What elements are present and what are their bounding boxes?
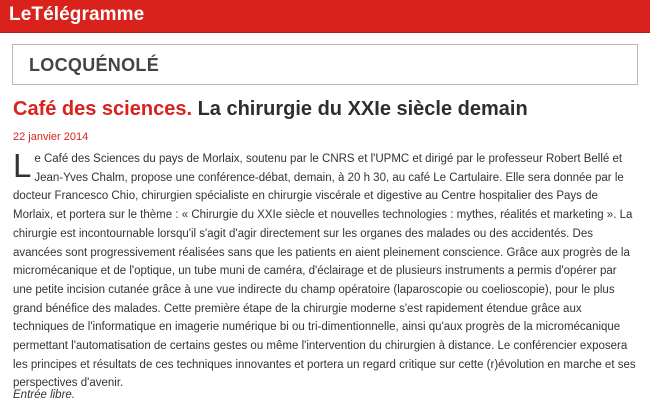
- article-footer-note: Entrée libre.: [13, 389, 76, 401]
- article-headline: [13, 98, 528, 121]
- section-header: [12, 44, 638, 85]
- masthead-bar: [0, 0, 650, 33]
- headline-title: La chirurgie du XXIe siècle demain: [197, 98, 528, 120]
- section-title[interactable]: LOCQUÉNOLÉ: [29, 55, 160, 75]
- brand-logo[interactable]: LeTélégramme: [9, 4, 145, 25]
- article-body: [13, 147, 637, 393]
- drop-cap: L: [13, 147, 32, 184]
- article-date: 22 janvier 2014: [13, 131, 89, 143]
- article-body-text: e Café des Sciences du pays de Morlaix, soutenu par le CNRS et l'UPMC et dirigé par le professeur Robert Bellé et Jean-Yves Chalm, propose une conférence-débat, demain, à 20 h 30, au café Le Cartulaire. Elle sera donnée par le docteur Francesco Chio, chirurgien spécialiste en chirurgie viscérale et digestive au Centre hospitalier des Pays de Morlaix, et portera sur le thème : « Chirurgie du XXIe siècle et nouvelles technologies : mythes, réalités et marketing ». La chirurgie est incontournable lorsqu'il s'agit d'agir directement sur les organes des malades ou des accidentés. Des avancées sont progressivement réalisées sans que les patients en aient pleinement conscience. Grâce aux progrès de la micromécanique et de l'optique, un tube muni de caméra, d'éclairage et de plusieurs instruments a permis d'opérer par une petite incision cutanée grâce à une vue indirecte du champ opératoire (laparoscopie ou coelioscopie), pour le plus grand bénéfice des malades. Cette première étape de la chirurgie moderne s'est rapidement étendue grâce aux techniques de l'informatique en imagerie numérique bi ou tri-dimentionnelle, ainsi qu'aux progrès de la micromécanique permettant l'automatisation de certains gestes ou même l'intervention du chirurgien à distance. Le conférencier exposera les principes et résultats de ces techniques innovantes et portera un regard critique sur cette (r)évolution en marche et ses perspectives d'avenir.: [13, 153, 636, 390]
- headline-kicker: Café des sciences.: [13, 98, 192, 120]
